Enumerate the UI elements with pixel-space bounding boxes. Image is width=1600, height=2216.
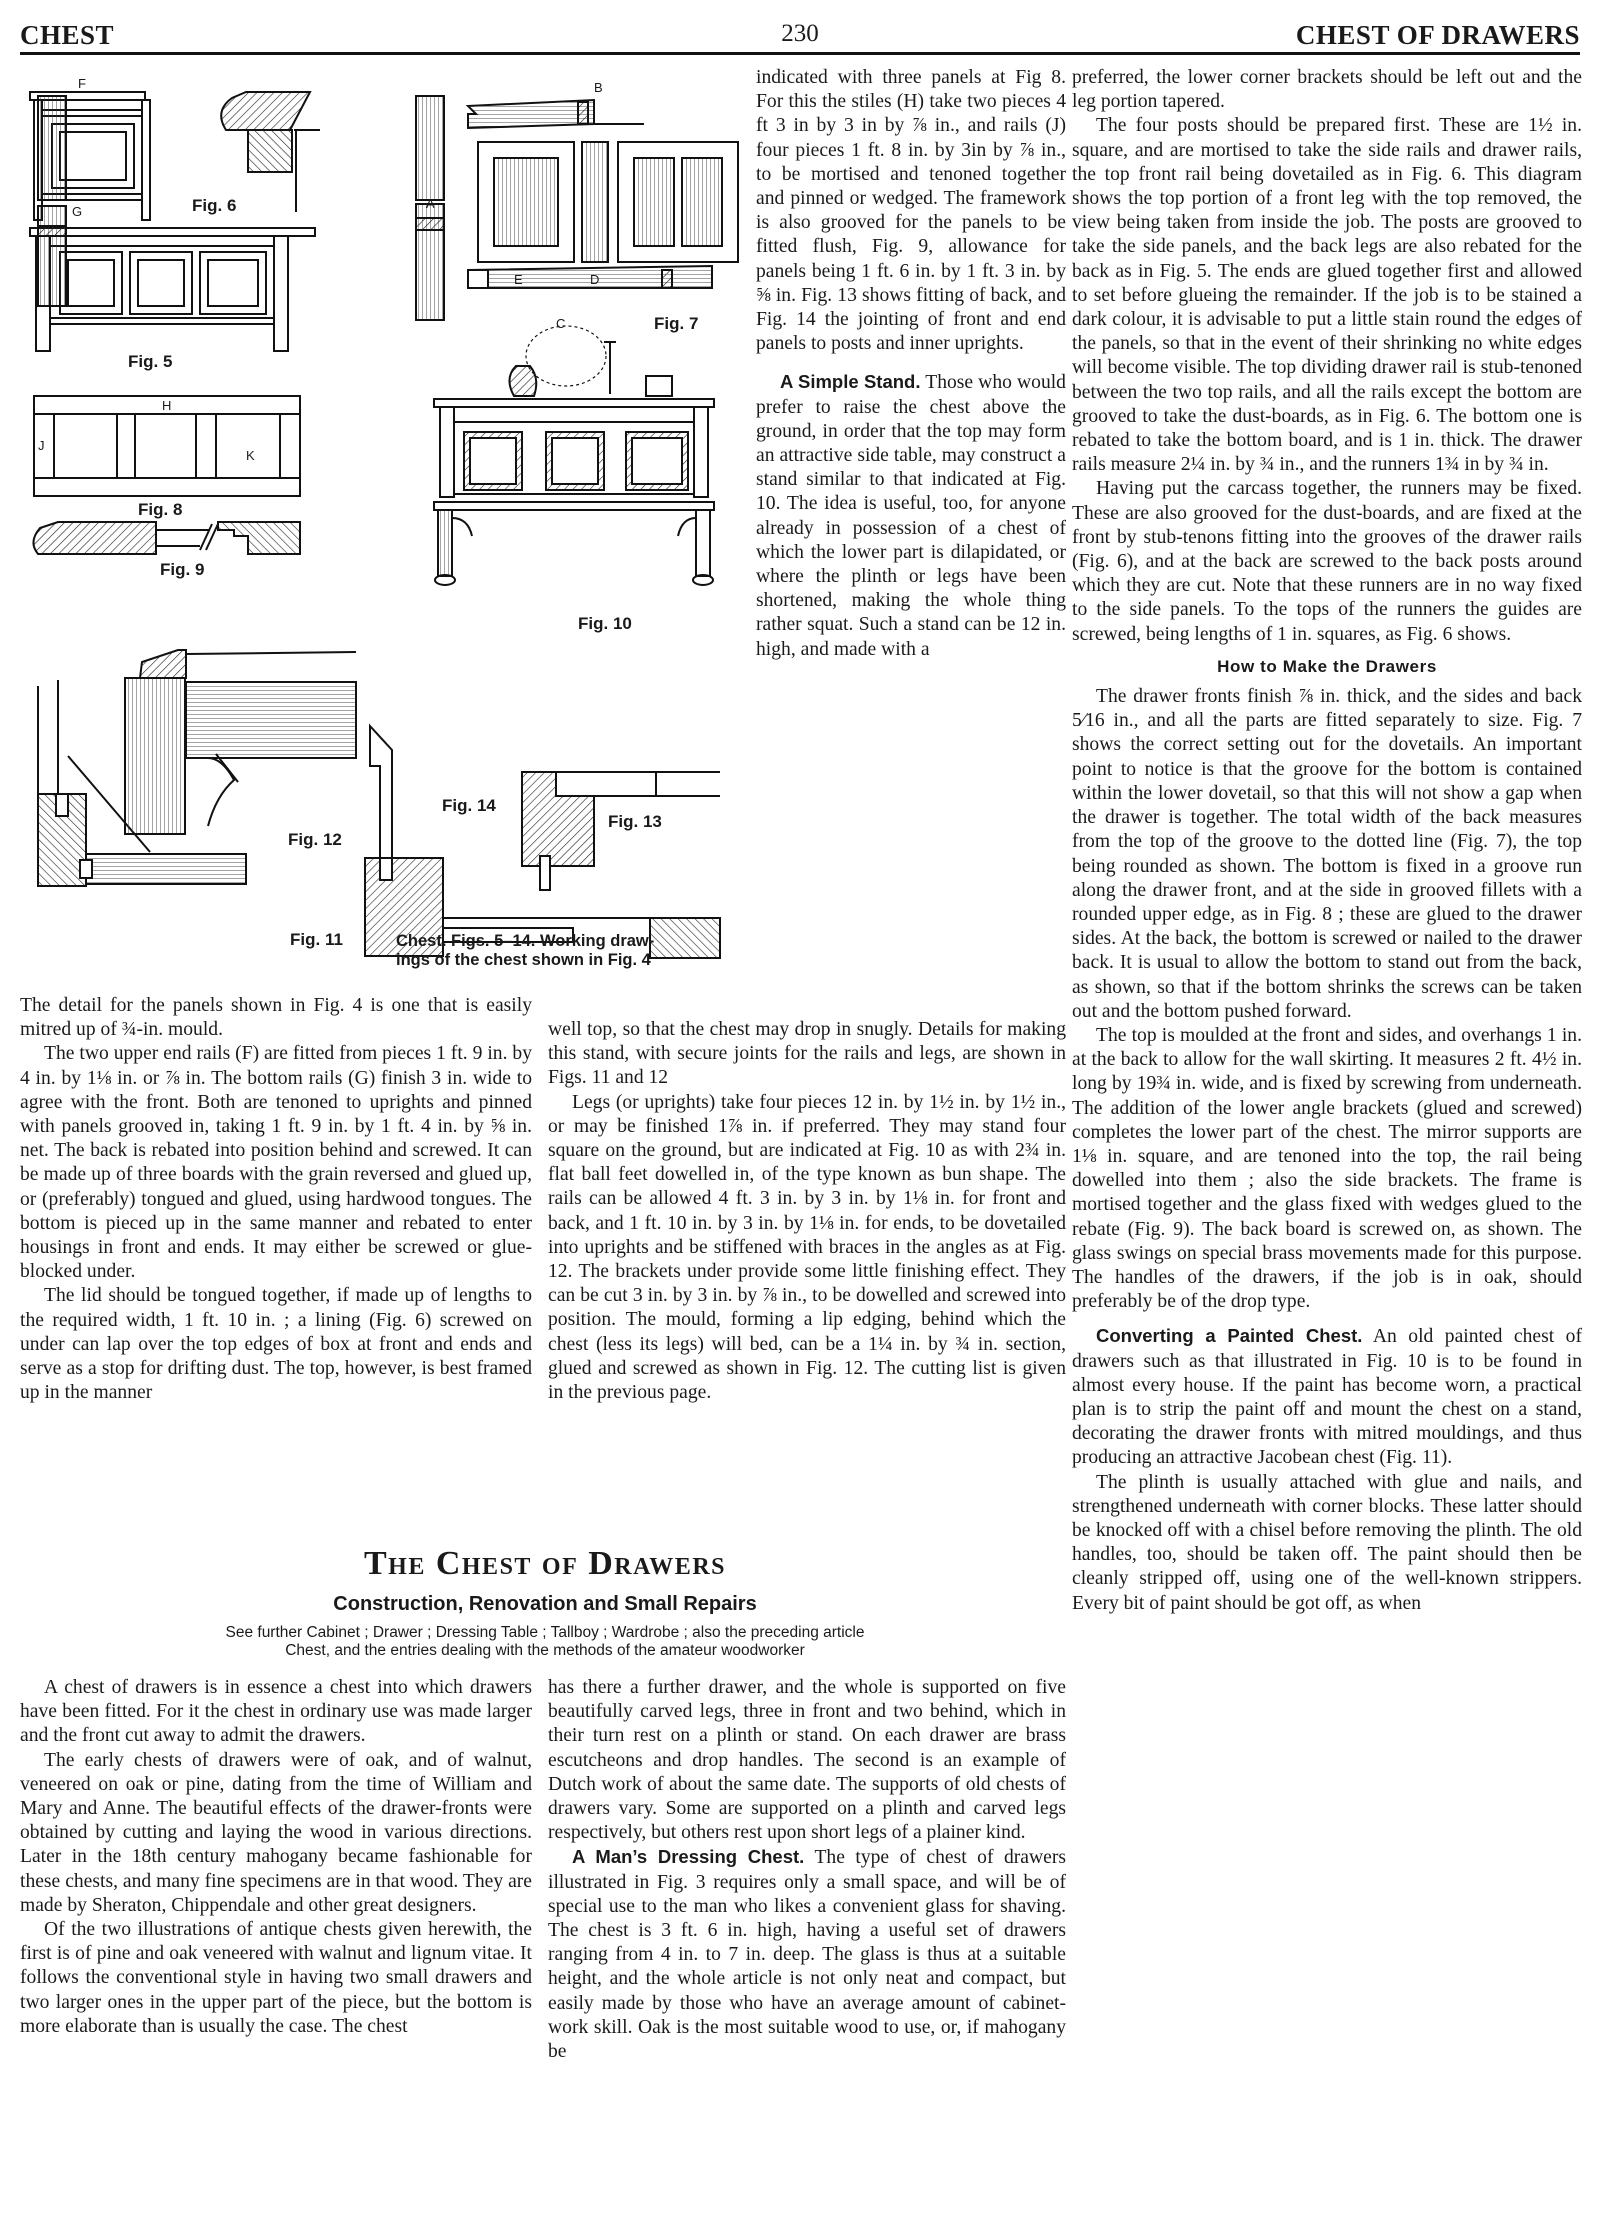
paragraph: The two upper end rails (F) are fitted from pieces 1 ft. 9 in. by 4 in. by 1⅛ in. or ⅞ in. The bottom rails (G) finish 3 in. wide to agree with the front. Both are tenoned to uprights and pinned with panels grooved in, taking 1 ft. 9 in. by 1 ft. 4 in. by ⅝ in. net. The back is rebated into position behind and screwed. It can be made up of three boards with the grain reversed and glued up, or (preferably) tongued and glued, using hardwood tongues. The bottom is pieced up in the same manner and rebated to enter housings in front and ends. It may either be screwed or glue-blocked under. (20, 1043, 532, 1283)
paragraph: The detail for the panels shown in Fig. 4 is one that is easily mitred up of ¾-in. mould. (20, 995, 532, 1041)
cross-reference-line-2: Chest, and the entries dealing with the methods of the amateur woodworker (285, 1642, 805, 1659)
fig-14-label: Fig. 14 (442, 796, 496, 815)
header-rule (20, 52, 1580, 55)
figures-caption (396, 932, 742, 970)
article-title-block (20, 1545, 1070, 1660)
paragraph: The early chests of drawers were of oak, and of walnut, veneered on oak or pine, dating from the time of William and Mary and Anne. The beautiful effects of the drawer-fronts were obtained by cutting and laying the wood in various directions. Later in the 18th century mahogany became fashionable for these chests, and many fine specimens are in that wood. They are made by Sheraton, Chippendale and other great designers. (20, 1749, 532, 1916)
paragraph-text: An old painted chest of drawers such as that illustrated in Fig. 10 is to be found in almost every house. If the paint has become worn, a practical plan is to strip the paint off and mount the chest on a stand, decorating the drawer fronts with mitred mouldings, and thus producing an attractive Jacobean chest (Fig. 11). (1072, 1326, 1582, 1469)
fig-9-label: Fig. 9 (160, 560, 205, 579)
paragraph: The lid should be tongued together, if made up of lengths to the required width, 1 ft. 10 in. ; a lining (Fig. 6) screwed on under can lap over the top edges of box at front and ends and serve as a stop for drifting dust. The top, however, is best framed up in the manner (20, 1285, 532, 1404)
fig-10-label: Fig. 10 (578, 614, 632, 633)
fig-6-label: Fig. 6 (192, 196, 237, 215)
fig-letter-C: C (556, 316, 566, 331)
paragraph: The top is moulded at the front and sides, and overhangs 1 in. at the back to allow for the wall skirting. It measures 2 ft. 4½ in. long by 19¾ in. wide, and is fixed by screwing from underneath. The addition of the lower angle brackets (glued and screwed) completes the lower part of the chest. The mirror supports are 1⅛ in. square, and are tenoned into the top, the rail being dowelled into them ; also the side brackets. The frame is mortised together and the glass fixed with wedges glued to the rebate (Fig. 9). The back board is screwed on, as shown. The glass swings on special brass movements made for this purpose. The handles of the drawers, if the job is in oak, should preferably be of the drop type. (1072, 1024, 1582, 1313)
fig-letter-F: F (78, 76, 86, 91)
fig-letter-G: G (72, 204, 83, 219)
fig-letter-H: H (162, 398, 172, 413)
column-middle-bottom (548, 1676, 1066, 2064)
run-in-heading-converting-painted-chest: Converting a Painted Chest. (1096, 1325, 1363, 1347)
fig-letter-B: B (594, 80, 603, 95)
caption-line-1: Chest. Figs. 5–14. Working draw- (396, 932, 655, 950)
fig-7-label: Fig. 7 (654, 314, 699, 333)
paragraph-simple-stand (756, 370, 1066, 661)
column-left-lower (20, 994, 532, 1405)
fig-12-label: Fig. 12 (288, 830, 342, 849)
running-head-right: CHEST OF DRAWERS (1295, 20, 1580, 50)
page-number: 230 (781, 20, 819, 47)
running-head-left: CHEST (20, 20, 115, 50)
fig-letter-A: A (426, 196, 435, 211)
paragraph: has there a further drawer, and the whole is supported on five beautifully carved legs, three in front and two behind, which in their turn rest on a plinth or stand. On each drawer are brass escutcheons and drop handles. The second is an example of Dutch work of about the same date. The supports of old chests of drawers vary. Some are supported on a plinth and carved legs respectively, but others rest upon short legs of a plainer kind. (548, 1677, 1066, 1844)
working-drawings-illustration (20, 66, 740, 986)
paragraph: A chest of drawers is in essence a chest into which drawers have been fitted. For it the chest in ordinary use was made larger and the front cut away to admit the drawers. (20, 1677, 532, 1747)
paragraph: The plinth is usually attached with glue and nails, and strengthened underneath with corner blocks. These latter should be knocked off with a chisel before removing the plinth. The old handles, too, should be taken off. The paint should then be cleanly stripped off, using one of the well-known strippers. Every bit of paint should be got off, as when (1072, 1471, 1582, 1614)
paragraph-text: Those who would prefer to raise the chest above the ground, in order that the top may form an attractive side table, may construct a stand similar to that indicated at Fig. 10. The idea is useful, too, for anyone already in possession of a chest of which the lower part is dilapidated, or where the plinth or legs have been shortened, making the whole thing rather squat. Such a stand can be 12 in. high, and made with a (756, 372, 1066, 660)
fig-8-label: Fig. 8 (138, 500, 183, 519)
paragraph: well top, so that the chest may drop in snugly. Details for making this stand, with secure joints for the rails and legs, are shown in Figs. 11 and 12 (548, 1019, 1066, 1089)
fig-letter-J: J (38, 438, 45, 453)
paragraph-converting-painted-chest (1072, 1324, 1582, 1470)
cross-reference-line-1: See further Cabinet ; Drawer ; Dressing Table ; Tallboy ; Wardrobe ; also the preceding article (225, 1624, 865, 1641)
running-head (20, 14, 1580, 54)
fig-letter-E: E (514, 272, 523, 287)
fig-letter-K: K (246, 448, 255, 463)
fig-letter-D: D (590, 272, 600, 287)
column-middle-lower (548, 1018, 1066, 1405)
run-in-heading-mans-dressing-chest: A Man’s Dressing Chest. (572, 1846, 805, 1868)
run-in-heading-simple-stand: A Simple Stand. (780, 371, 921, 393)
cross-reference-note (20, 1624, 1070, 1660)
article-subtitle: Construction, Renovation and Small Repairs (333, 1593, 757, 1615)
paragraph: preferred, the lower corner brackets should be left out and the leg portion tapered. (1072, 67, 1582, 113)
paragraph: The four posts should be prepared first. These are 1½ in. square, and are mortised to take the side rails and drawer rails, the top front rail being dovetailed as in Fig. 6. This diagram shows the top portion of a front leg with the top removed, the view being taken from inside the job. The posts are grooved to take the side panels, and the back legs are also rebated for the back as in Fig. 5. The ends are glued together first and allowed to set before glueing the remainder. If the job is to be stained a dark colour, it is advisable to put a little stain round the edges of the panels, so that in the event of their shrinking no white edges will become visible. The top dividing drawer rail is stub-tenoned between the two top rails, and all the rails except the bottom are grooved to take the dust-boards, as in Fig. 6. The bottom one is rebated to take the bottom board, and is 1 in. thick. The drawer rails measure 2¼ in. by ¾ in., and the runners 1¾ in by ¾ in. (1072, 115, 1582, 476)
fig-11-label: Fig. 11 (290, 930, 343, 949)
fig-5-label: Fig. 5 (128, 352, 173, 371)
article-title: The Chest of Drawers (363, 1545, 726, 1582)
section-heading-make-drawers: How to Make the Drawers (1217, 656, 1437, 676)
paragraph-text: The type of chest of drawers illustrated in Fig. 3 requires only a small space, and will be of special use to the man who likes a convenient glass for shaving. The chest is 3 ft. 6 in. high, having a useful set of drawers ranging from 4 in. to 7 in. deep. The glass is thus at a suitable height, and the whole article is not only neat and compact, but easily made by those who have an average amount of cabinet-work skill. Oak is the most suitable wood to use, or, if mahogany be (548, 1847, 1066, 2063)
paragraph: Of the two illustrations of antique chests given herewith, the first is of pine and oak veneered with walnut and lignum vitae. It follows the conventional style in having two small drawers and two larger ones in the upper part of the piece, but the bottom is more elaborate than is usually the case. The chest (20, 1919, 532, 2037)
paragraph: indicated with three panels at Fig 8. For this the stiles (H) take two pieces 4 ft 3 in by 3 in by ⅞ in., and rails (J) four pieces 1 ft. 8 in. by 3in by ⅞ in., to be mortised and tenoned together and pinned or wedged. The framework is also grooved for the panels to be fitted flush, Fig. 9, allowance for panels being 1 ft. 6 in. by 1 ft. 3 in. by ⅝ in. Fig. 13 shows fitting of back, and Fig. 14 the jointing of front and end panels to posts and inner uprights. (756, 67, 1066, 355)
figures-panel (20, 66, 740, 986)
fig-13-label: Fig. 13 (608, 812, 662, 831)
caption-line-2: ings of the chest shown in Fig. 4 (396, 951, 651, 969)
column-middle-upper (756, 66, 1066, 662)
paragraph: Legs (or uprights) take four pieces 12 in. by 1½ in. by 1½ in., or may be finished 1⅞ in. if preferred. They may stand four square on the ground, but are indicated at Fig. 10 as with 2¾ in. flat ball feet dowelled in, of the type known as bun shape. The rails can be allowed 4 ft. 3 in. by 3 in. by 1⅛ in. for front and back, and 1 ft. 10 in. by 3 in. by 1⅛ in. for ends, to be dovetailed into uprights and be stiffened with braces in the angles as at Fig. 12. The brackets under provide some little finishing effect. They can be cut 3 in. by 3 in. by ⅞ in., to be dowelled and screwed into position. The mould, forming a lip edging, behind which the chest (less its legs) will bed, can be a 1¼ in. by ¾ in. section, glued and screwed as shown in Fig. 12. The cutting list is given in the previous page. (548, 1091, 1066, 1404)
column-left-bottom (20, 1676, 532, 2039)
column-right (1072, 66, 1582, 1616)
paragraph: The drawer fronts finish ⅞ in. thick, and the sides and back 5⁄16 in., and all the parts are fitted separately to size. Fig. 7 shows the correct setting out for the dovetails. An important point to notice is that the groove for the bottom is contained within the lower dovetail, so that this will not show a gap when the drawer is together. The total width of the back measures from the top of the groove to the dotted line (Fig. 7), the top being rounded as shown. The bottom is fixed in a groove run along the drawer front, and at the side in grooved fillets with a rounded upper edge, as in Fig. 8 ; these are glued to the drawer sides. At the back, the bottom is screwed or nailed to the drawer back. It is usual to allow the bottom to stand out from the back, as shown, so that if the bottom shrinks the screws can be taken out and the bottom pushed forward. (1072, 686, 1582, 1022)
paragraph: Having put the carcass together, the runners may be fixed. These are also grooved for the dust-boards, and are fixed at the front by stub-tenons fitting into the grooves of the drawer rails (Fig. 6), and at the back are screwed to the back posts around which they are cut. Note that these runners are in no way fixed to the side panels. To the tops of the runners the guides are screwed, being lengths of 1 in. squares, as Fig. 6 shows. (1072, 478, 1582, 645)
paragraph-mans-dressing-chest (548, 1845, 1066, 2064)
